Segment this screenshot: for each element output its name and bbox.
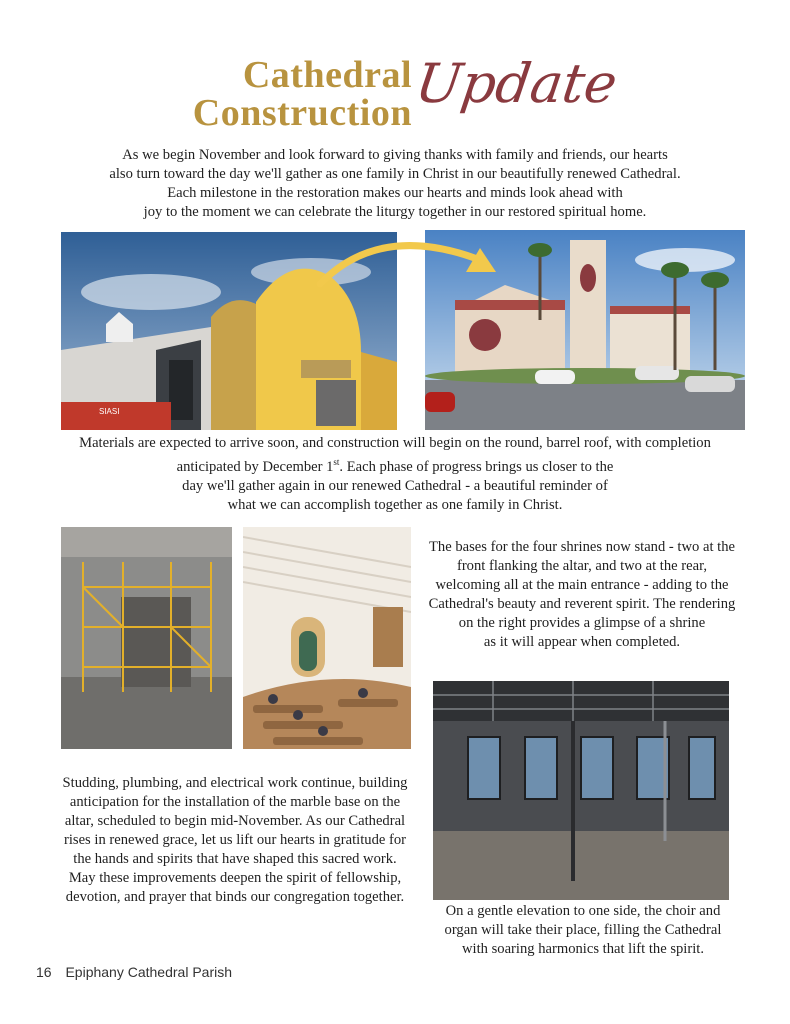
intro-paragraph [40, 146, 750, 222]
studding-line: anticipation for the installation of the marble base on the [69, 794, 401, 810]
choir-line: organ will take their place, filling the Cathedral [444, 922, 722, 938]
publication-name: Epiphany Cathedral Parish [65, 964, 233, 980]
materials-line: anticipated by December 1st. Each phase of progress brings us closer to the [176, 457, 614, 475]
intro-line: also turn toward the day we'll gather as one family in Christ in our beautifully renewed Cathedral. [109, 166, 681, 182]
title-line-2: Construction [192, 92, 412, 134]
shrines-paragraph [408, 538, 756, 652]
shrines-line: front flanking the altar, and two at the rear, [456, 558, 708, 574]
transition-arrow-icon [300, 226, 500, 288]
studding-line: altar, scheduled to begin mid-November. As our Cathedral [64, 813, 406, 829]
materials-line: day we'll gather again in our renewed Cathedral - a beautiful reminder of [182, 477, 608, 494]
intro-line: Each milestone in the restoration makes our hearts and minds look ahead with [167, 185, 623, 201]
page-footer [36, 964, 232, 980]
materials-line: what we can accomplish together as one family in Christ. [227, 496, 563, 513]
choir-line: On a gentle elevation to one side, the choir and [445, 903, 721, 919]
shrines-line: on the right provides a glimpse of a shrine [458, 615, 706, 631]
intro-line: As we begin November and look forward to giving thanks with family and friends, our hearts [122, 147, 668, 163]
studding-line: devotion, and prayer that binds our congregation together. [65, 889, 405, 905]
title-script: Update [411, 52, 621, 115]
studding-line: May these improvements deepen the spirit of fellowship, [68, 870, 402, 886]
studding-line: Studding, plumbing, and electrical work continue, building [62, 775, 408, 791]
title-line-1: Cathedral [242, 54, 412, 96]
shrines-line: Cathedral's beauty and reverent spirit. The rendering [428, 596, 736, 612]
shrines-line: welcoming all at the main entrance - adding to the [435, 577, 729, 593]
choir-loft-photo [433, 681, 729, 900]
studding-line: the hands and spirits that have shaped this sacred work. [73, 851, 397, 867]
studding-line: rises in renewed grace, let us lift our hearts in gratitude for [63, 832, 407, 848]
materials-line: Materials are expected to arrive soon, and construction will begin on the round, barrel roof, with completion [79, 435, 711, 451]
page-title [0, 48, 790, 144]
shrine-rendering-photo [243, 527, 411, 749]
choir-paragraph [428, 902, 738, 959]
studding-paragraph [40, 774, 430, 907]
title-serif [150, 56, 412, 132]
page-number: 16 [36, 964, 52, 980]
shrines-line: The bases for the four shrines now stand - two at the [429, 539, 735, 555]
materials-paragraph [40, 434, 750, 515]
choir-line: with soaring harmonics that lift the spirit. [462, 941, 704, 957]
shrines-line: as it will appear when completed. [483, 634, 681, 650]
equipment-sign: SIASI [99, 407, 120, 416]
scaffolding-photo [61, 527, 232, 749]
intro-line: joy to the moment we can celebrate the liturgy together in our restored spiritual home. [143, 204, 647, 220]
